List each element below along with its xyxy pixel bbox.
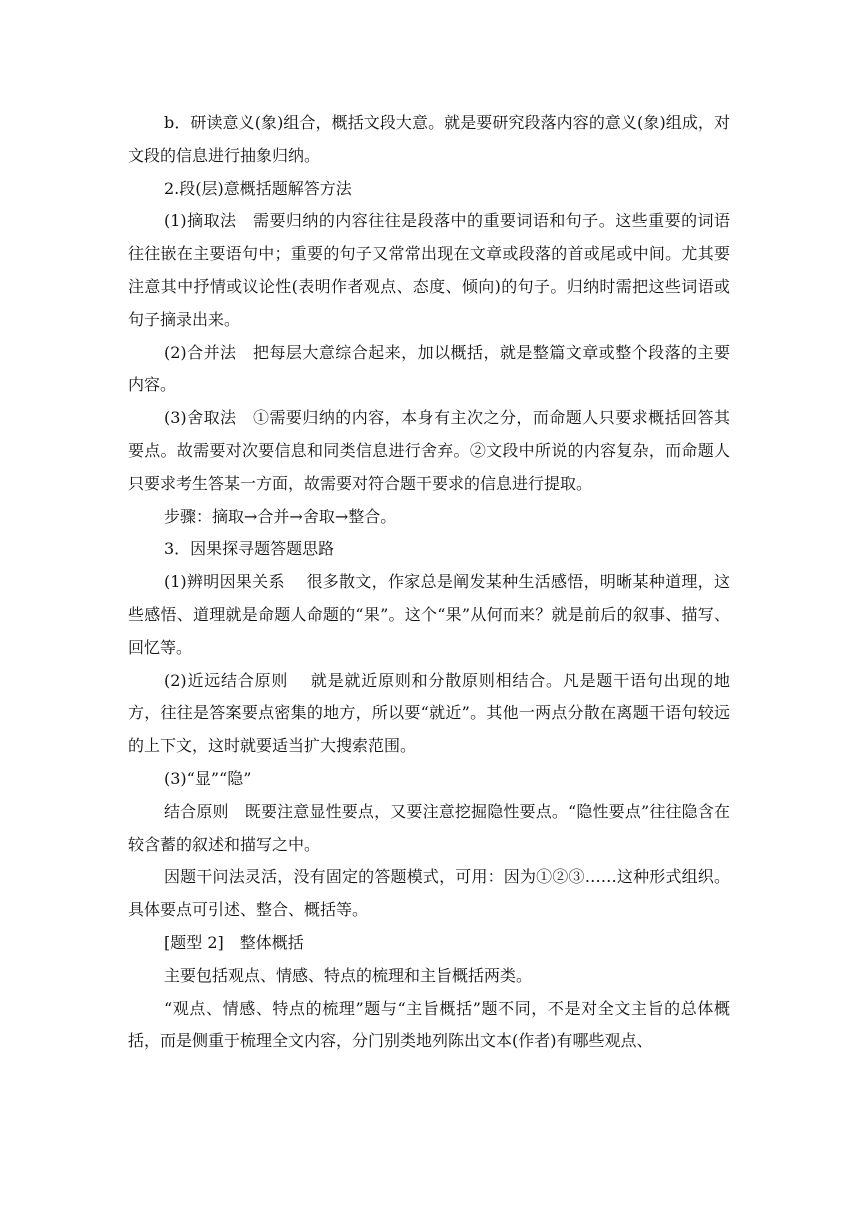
paragraph-type-2-intro: 主要包括观点、情感、特点的梳理和主旨概括两类。: [164, 965, 533, 985]
heading-causal: 3．因果探寻题答题思路: [164, 539, 335, 559]
paragraph-merge-method: (2)合并法 把每层大意综合起来，加以概括，就是整篇文章或整个段落的主要内容。: [128, 342, 730, 395]
paragraph-causal-3: (3)“显”“隐”: [164, 768, 252, 788]
paragraph-steps: 步骤：摘取→合并→舍取→整合。: [164, 506, 397, 526]
paragraph-summary-b: b．研读意义(象)组合，概括文段大意。就是要研究段落内容的意义(象)组成，对文段的信息进行抽象归纳。: [128, 113, 730, 165]
paragraph-causal-2: (2)近远结合原则 就是就近原则和分散原则相结合。凡是题干语句出现的地方，往往是答案要点密集的地方，所以要“就近”。其他一两点分散在离题干语句较远的上下文，这时就要适当扩大搜索范围。: [128, 670, 730, 756]
paragraph-type-2-detail: “观点、情感、特点的梳理”题与“主旨概括”题不同，不是对全文主旨的总体概括，而是侧重于梳理全文内容，分门别类地列陈出文本(作者)有哪些观点、: [128, 998, 730, 1051]
paragraph-extract-method: (1)摘取法 需要归纳的内容往往是段落中的重要词语和句子。这些重要的词语往往嵌在主要语句中；重要的句子又常常出现在文章或段落的首或尾或中间。尤其要注意其中抒情或议论性(表明作者观点、态度、倾向)的句子。归纳时需把这些词语或句子摘录出来。: [128, 211, 730, 329]
heading-type-2: [题型 2] 整体概括: [164, 932, 304, 952]
paragraph-combine-principle: 结合原则 既要注意显性要点，又要注意挖掘隐性要点。“隐性要点”往往隐含在较含蓄的叙述和描写之中。: [128, 801, 730, 854]
heading-method: 2.段(层)意概括题解答方法: [164, 178, 352, 198]
paragraph-select-method: (3)舍取法 ①需要归纳的内容，本身有主次之分，而命题人只要求概括回答其要点。故需要对次要信息和同类信息进行舍弃。②文段中所说的内容复杂，而命题人只要求考生答某一方面，故需要对符合题干要求的信息进行提取。: [128, 408, 730, 493]
paragraph-answer-format: 因题干问法灵活，没有固定的答题模式，可用：因为①②③……这种形式组织。具体要点可引述、整合、概括等。: [128, 867, 730, 920]
document-body: [128, 107, 730, 1058]
paragraph-causal-1: (1)辨明因果关系 很多散文，作家总是阐发某种生活感悟，明晰某种道理，这些感悟、道理就是命题人命题的“果”。这个“果”从何而来？就是前后的叙事、描写、回忆等。: [128, 572, 730, 657]
